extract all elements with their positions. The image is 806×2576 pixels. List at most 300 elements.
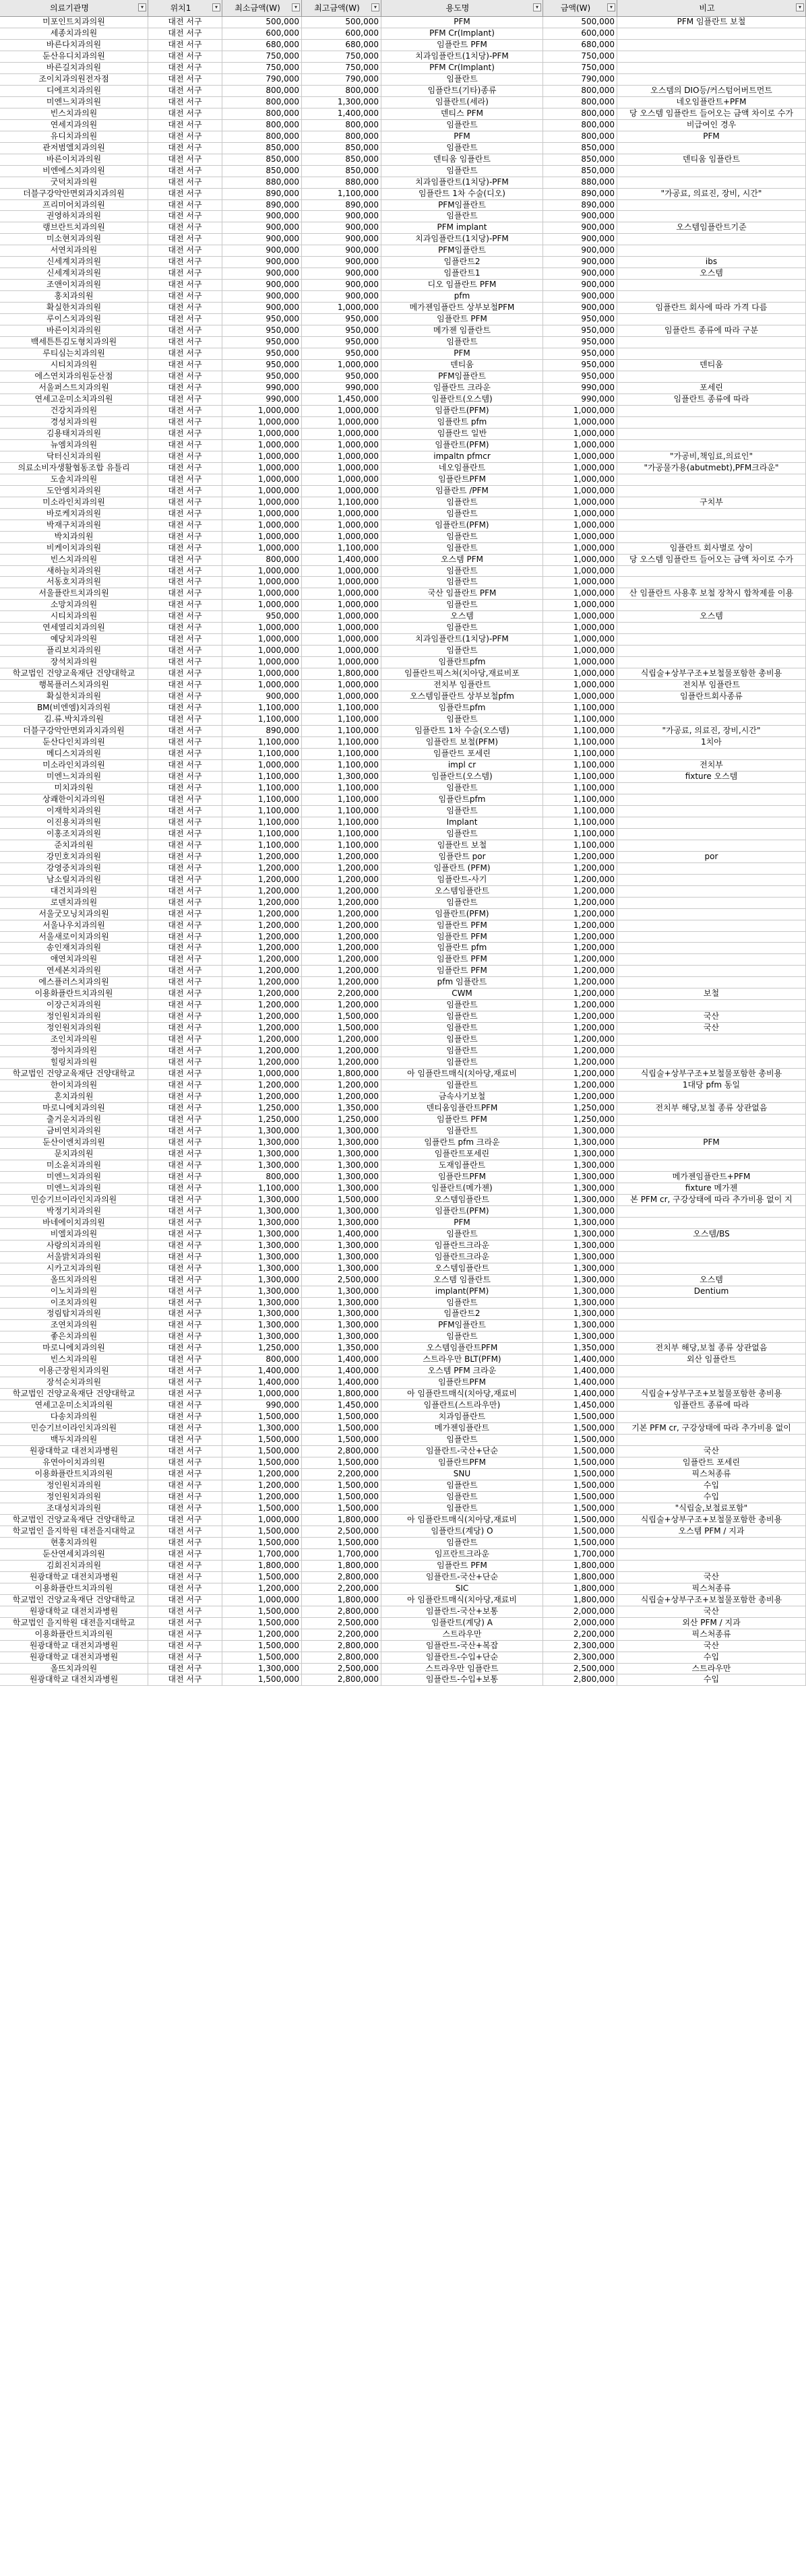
- table-cell[interactable]: 대전 서구: [148, 555, 222, 565]
- table-cell[interactable]: PFM임플란트: [381, 200, 543, 211]
- table-cell[interactable]: 임플란트: [381, 509, 543, 520]
- table-cell[interactable]: 루이스치과의원: [0, 314, 148, 325]
- table-cell[interactable]: 900,000: [222, 280, 302, 290]
- table-cell[interactable]: 1,000,000: [222, 1595, 302, 1606]
- table-cell[interactable]: 1,300,000: [302, 1263, 381, 1274]
- table-cell[interactable]: 1,100,000: [302, 189, 381, 199]
- table-cell[interactable]: 대전 서구: [148, 1069, 222, 1079]
- table-cell[interactable]: 대전 서구: [148, 680, 222, 691]
- table-cell[interactable]: 임플란트 PFM: [381, 966, 543, 976]
- table-cell[interactable]: 임플란트 크라운: [381, 383, 543, 394]
- table-cell[interactable]: 1,200,000: [302, 886, 381, 897]
- table-cell[interactable]: 890,000: [543, 200, 617, 211]
- table-cell[interactable]: 900,000: [222, 234, 302, 245]
- table-cell[interactable]: 대전 서구: [148, 1195, 222, 1205]
- table-cell[interactable]: 1,200,000: [222, 977, 302, 988]
- table-cell[interactable]: 1,200,000: [543, 1011, 617, 1022]
- dropdown-filter-icon[interactable]: ▾: [796, 3, 804, 11]
- table-cell[interactable]: 950,000: [222, 314, 302, 325]
- table-cell[interactable]: 아 임플란트매식(치아당,재료비: [381, 1515, 543, 1526]
- table-cell[interactable]: 950,000: [302, 314, 381, 325]
- table-cell[interactable]: 금속사기보철: [381, 1092, 543, 1102]
- table-cell[interactable]: 임플란트 PFM: [381, 40, 543, 51]
- table-cell[interactable]: 대전 서구: [148, 143, 222, 154]
- table-cell[interactable]: 1,200,000: [302, 1034, 381, 1045]
- table-cell[interactable]: 국산: [617, 1641, 806, 1652]
- table-cell[interactable]: 1,100,000: [302, 829, 381, 840]
- table-cell[interactable]: 2,300,000: [543, 1652, 617, 1663]
- table-cell[interactable]: 1,200,000: [222, 1034, 302, 1045]
- table-cell[interactable]: 2,000,000: [543, 1618, 617, 1629]
- table-cell[interactable]: 1,000,000: [222, 463, 302, 474]
- table-cell[interactable]: 새하늘치과의원: [0, 566, 148, 577]
- table-cell[interactable]: 임플란트: [381, 166, 543, 177]
- table-cell[interactable]: 1,000,000: [543, 657, 617, 668]
- table-cell[interactable]: 다송치과의원: [0, 1412, 148, 1422]
- table-cell[interactable]: 대전 서구: [148, 1252, 222, 1263]
- table-cell[interactable]: 식립술+상부구조+보철물포함한 총비용: [617, 668, 806, 679]
- table-cell[interactable]: 1,100,000: [302, 749, 381, 759]
- table-cell[interactable]: 스트라우만 BLT(PFM): [381, 1354, 543, 1365]
- table-cell[interactable]: 1,500,000: [222, 1503, 302, 1514]
- table-cell[interactable]: 아 임플란트매식(치아당,재료비: [381, 1595, 543, 1606]
- table-cell[interactable]: 1,100,000: [302, 806, 381, 817]
- table-cell[interactable]: 1,000,000: [543, 566, 617, 577]
- table-cell[interactable]: 대전 서구: [148, 86, 222, 96]
- table-cell[interactable]: 1,200,000: [222, 852, 302, 862]
- table-cell[interactable]: 500,000: [222, 17, 302, 28]
- table-cell[interactable]: 미엔느치과의원: [0, 1183, 148, 1194]
- table-cell[interactable]: 대전 서구: [148, 1674, 222, 1685]
- table-cell[interactable]: 임플란트(계당) O: [381, 1526, 543, 1537]
- table-cell[interactable]: 대전 서구: [148, 1343, 222, 1354]
- table-cell[interactable]: 경성치과의원: [0, 417, 148, 428]
- table-cell[interactable]: 대전 서구: [148, 497, 222, 508]
- table-cell[interactable]: 뉴엠치과의원: [0, 440, 148, 451]
- table-cell[interactable]: 950,000: [222, 371, 302, 382]
- table-cell[interactable]: 대전 서구: [148, 1172, 222, 1183]
- table-cell[interactable]: 1,000,000: [222, 417, 302, 428]
- table-cell[interactable]: 대전 서구: [148, 703, 222, 714]
- table-cell[interactable]: 전치부 임플란트: [617, 680, 806, 691]
- table-cell[interactable]: 1,000,000: [222, 429, 302, 439]
- table-cell[interactable]: 680,000: [543, 40, 617, 51]
- table-cell[interactable]: 1,700,000: [222, 1549, 302, 1560]
- table-cell[interactable]: 950,000: [543, 360, 617, 371]
- table-cell[interactable]: 대전 서구: [148, 852, 222, 862]
- table-cell[interactable]: 대전 서구: [148, 1492, 222, 1503]
- table-cell[interactable]: [617, 1331, 806, 1342]
- table-cell[interactable]: 1,000,000: [543, 588, 617, 599]
- table-cell[interactable]: 대건치과의원: [0, 886, 148, 897]
- table-cell[interactable]: 대전 서구: [148, 189, 222, 199]
- table-cell[interactable]: 아 임플란트매식(치아당,재료비: [381, 1069, 543, 1079]
- table-cell[interactable]: SNU: [381, 1469, 543, 1480]
- table-cell[interactable]: 1,300,000: [543, 1320, 617, 1331]
- table-cell[interactable]: 750,000: [302, 51, 381, 62]
- table-cell[interactable]: 송인재치과의원: [0, 943, 148, 953]
- table-cell[interactable]: 원광대학교 대전치과병원: [0, 1674, 148, 1685]
- table-cell[interactable]: 에스연치과의원둔산점: [0, 371, 148, 382]
- table-cell[interactable]: [617, 954, 806, 965]
- table-cell[interactable]: pfm 임플란트: [381, 977, 543, 988]
- table-cell[interactable]: 대전 서구: [148, 954, 222, 965]
- table-cell[interactable]: 1,200,000: [222, 988, 302, 999]
- table-cell[interactable]: 1,500,000: [302, 1538, 381, 1548]
- table-cell[interactable]: 수입: [617, 1674, 806, 1685]
- table-cell[interactable]: 임플란트(세라): [381, 97, 543, 108]
- table-cell[interactable]: 1,200,000: [543, 909, 617, 920]
- table-cell[interactable]: 임플란트(오스템): [381, 772, 543, 782]
- table-cell[interactable]: 비급여인 경우: [617, 120, 806, 131]
- table-cell[interactable]: 1,000,000: [222, 657, 302, 668]
- table-cell[interactable]: 1,300,000: [222, 1423, 302, 1434]
- table-cell[interactable]: 대전 서구: [148, 200, 222, 211]
- table-cell[interactable]: 950,000: [302, 371, 381, 382]
- table-cell[interactable]: 1,200,000: [543, 977, 617, 988]
- table-cell[interactable]: [617, 1000, 806, 1011]
- table-cell[interactable]: 대전 서구: [148, 291, 222, 302]
- table-cell[interactable]: 1,350,000: [302, 1343, 381, 1354]
- table-cell[interactable]: 본 PFM cr, 구강상태에 따라 추가비용 없이 지: [617, 1195, 806, 1205]
- table-cell[interactable]: 1,000,000: [222, 1069, 302, 1079]
- table-cell[interactable]: 850,000: [302, 143, 381, 154]
- table-cell[interactable]: 대전 서구: [148, 429, 222, 439]
- table-cell[interactable]: 1,000,000: [222, 760, 302, 771]
- table-cell[interactable]: 850,000: [302, 154, 381, 165]
- table-cell[interactable]: 1,200,000: [302, 932, 381, 943]
- table-cell[interactable]: 1,000,000: [302, 406, 381, 416]
- table-cell[interactable]: 1,000,000: [302, 463, 381, 474]
- table-cell[interactable]: 1,100,000: [302, 737, 381, 748]
- table-cell[interactable]: 900,000: [302, 222, 381, 233]
- table-cell[interactable]: 픽스처종류: [617, 1629, 806, 1640]
- table-cell[interactable]: 대전 서구: [148, 97, 222, 108]
- table-cell[interactable]: 950,000: [543, 348, 617, 359]
- table-cell[interactable]: 임플란트 PFM: [381, 1114, 543, 1125]
- table-cell[interactable]: [617, 1057, 806, 1068]
- table-cell[interactable]: 오스템임플란트: [381, 1195, 543, 1205]
- table-cell[interactable]: 대전 서구: [148, 1595, 222, 1606]
- table-cell[interactable]: 이재학치과의원: [0, 806, 148, 817]
- table-cell[interactable]: 1,200,000: [222, 1480, 302, 1491]
- table-cell[interactable]: 1,500,000: [222, 1618, 302, 1629]
- table-cell[interactable]: 대전 서구: [148, 1641, 222, 1652]
- table-cell[interactable]: 더블구강악안면외과치과의원: [0, 726, 148, 736]
- table-cell[interactable]: 790,000: [302, 74, 381, 85]
- table-cell[interactable]: 대전 서구: [148, 634, 222, 645]
- table-cell[interactable]: 임플란트 보철: [381, 840, 543, 851]
- table-cell[interactable]: 1,300,000: [222, 1149, 302, 1160]
- table-cell[interactable]: 1,000,000: [222, 486, 302, 497]
- table-cell[interactable]: 880,000: [222, 177, 302, 188]
- table-cell[interactable]: 임플란트 회사에 따라 가격 다름: [617, 303, 806, 313]
- table-cell[interactable]: 산 임플란트 사용후 보철 장착시 합착제를 이용: [617, 588, 806, 599]
- table-cell[interactable]: 대전 서구: [148, 1114, 222, 1125]
- table-cell[interactable]: 오스템 PFM: [381, 555, 543, 565]
- table-cell[interactable]: 1,300,000: [302, 1331, 381, 1342]
- table-cell[interactable]: 800,000: [302, 120, 381, 131]
- table-cell[interactable]: 900,000: [222, 211, 302, 222]
- table-cell[interactable]: [617, 600, 806, 610]
- table-cell[interactable]: 890,000: [222, 189, 302, 199]
- table-cell[interactable]: 대전 서구: [148, 1080, 222, 1091]
- table-cell[interactable]: 오스템/BS: [617, 1229, 806, 1240]
- table-cell[interactable]: 임플란트: [381, 1492, 543, 1503]
- table-cell[interactable]: 대전 서구: [148, 1160, 222, 1171]
- table-cell[interactable]: 정인원치과의원: [0, 1011, 148, 1022]
- table-cell[interactable]: 랭브란트치과의원: [0, 222, 148, 233]
- table-cell[interactable]: 임플란트 PFM: [381, 1561, 543, 1571]
- table-cell[interactable]: 900,000: [543, 245, 617, 256]
- table-cell[interactable]: 800,000: [222, 120, 302, 131]
- table-cell[interactable]: [617, 749, 806, 759]
- table-cell[interactable]: [617, 1126, 806, 1137]
- table-cell[interactable]: 1,100,000: [222, 714, 302, 725]
- table-cell[interactable]: 오스템: [617, 268, 806, 279]
- table-cell[interactable]: 임플란트(PFM): [381, 520, 543, 531]
- table-cell[interactable]: 1,300,000: [302, 1149, 381, 1160]
- table-cell[interactable]: [617, 51, 806, 62]
- table-cell[interactable]: 1,450,000: [302, 394, 381, 405]
- table-cell[interactable]: 1,000,000: [222, 451, 302, 462]
- table-cell[interactable]: 대전 서구: [148, 17, 222, 28]
- table-cell[interactable]: 바른길치과의원: [0, 63, 148, 73]
- table-cell[interactable]: 1,400,000: [302, 1229, 381, 1240]
- table-cell[interactable]: 원광대학교 대전치과병원: [0, 1572, 148, 1583]
- table-cell[interactable]: 1,300,000: [222, 1206, 302, 1217]
- table-cell[interactable]: 1,200,000: [543, 1092, 617, 1102]
- table-cell[interactable]: 950,000: [222, 325, 302, 336]
- table-cell[interactable]: 혼치과의원: [0, 1092, 148, 1102]
- table-cell[interactable]: 임플란트: [381, 1080, 543, 1091]
- table-cell[interactable]: 1,400,000: [543, 1354, 617, 1365]
- table-cell[interactable]: [617, 291, 806, 302]
- table-cell[interactable]: 디에프치과의원: [0, 86, 148, 96]
- table-cell[interactable]: 국산: [617, 1023, 806, 1034]
- table-cell[interactable]: 김용태치과의원: [0, 429, 148, 439]
- table-cell[interactable]: 대전 서구: [148, 360, 222, 371]
- table-cell[interactable]: 대전 서구: [148, 486, 222, 497]
- table-cell[interactable]: 김회진치과의원: [0, 1561, 148, 1571]
- table-cell[interactable]: 950,000: [222, 360, 302, 371]
- table-cell[interactable]: 대전 서구: [148, 257, 222, 268]
- table-cell[interactable]: 이진용치과의원: [0, 817, 148, 828]
- table-cell[interactable]: 학교법인 건양교육재단 건양대학교: [0, 1515, 148, 1526]
- table-cell[interactable]: 1,500,000: [222, 1526, 302, 1537]
- table-cell[interactable]: 1,000,000: [543, 680, 617, 691]
- table-cell[interactable]: 임플란트(PFM): [381, 1206, 543, 1217]
- table-cell[interactable]: 대전 서구: [148, 509, 222, 520]
- table-cell[interactable]: 1,000,000: [543, 520, 617, 531]
- table-cell[interactable]: 좋은치과의원: [0, 1331, 148, 1342]
- table-cell[interactable]: 미소라인치과의원: [0, 760, 148, 771]
- table-cell[interactable]: implant(PFM): [381, 1286, 543, 1297]
- table-cell[interactable]: 대전 서구: [148, 1652, 222, 1663]
- table-cell[interactable]: 연세본치과의원: [0, 966, 148, 976]
- table-cell[interactable]: 900,000: [302, 245, 381, 256]
- table-cell[interactable]: 대전 서구: [148, 1092, 222, 1102]
- table-cell[interactable]: 1,500,000: [302, 1435, 381, 1445]
- table-cell[interactable]: 임플란트픽스쳐(치아당,재료비포: [381, 668, 543, 679]
- table-cell[interactable]: 1,100,000: [543, 829, 617, 840]
- table-cell[interactable]: 바로케치과의원: [0, 509, 148, 520]
- table-cell[interactable]: 치과임플란트(1치당)-PFM: [381, 634, 543, 645]
- table-cell[interactable]: [617, 1377, 806, 1388]
- table-cell[interactable]: 1,500,000: [543, 1492, 617, 1503]
- table-cell[interactable]: 1,200,000: [543, 954, 617, 965]
- table-cell[interactable]: 임플란트 1차 수술(디오): [381, 189, 543, 199]
- table-cell[interactable]: 메디스치과의원: [0, 749, 148, 759]
- table-cell[interactable]: PFM Cr(Implant): [381, 63, 543, 73]
- table-cell[interactable]: 800,000: [222, 1172, 302, 1183]
- table-cell[interactable]: 1,100,000: [302, 760, 381, 771]
- table-cell[interactable]: 1,000,000: [543, 509, 617, 520]
- table-cell[interactable]: 출거운치과의원: [0, 1114, 148, 1125]
- table-cell[interactable]: 1,300,000: [302, 1160, 381, 1171]
- table-cell[interactable]: [617, 1412, 806, 1422]
- table-cell[interactable]: [617, 509, 806, 520]
- table-cell[interactable]: 2,000,000: [543, 1606, 617, 1617]
- table-cell[interactable]: 1,200,000: [222, 1583, 302, 1594]
- table-cell[interactable]: 임플란트: [381, 898, 543, 908]
- table-cell[interactable]: 이조치과의원: [0, 1298, 148, 1309]
- table-cell[interactable]: 1,700,000: [302, 1549, 381, 1560]
- table-cell[interactable]: 미소현치과의원: [0, 234, 148, 245]
- table-cell[interactable]: 외산 PFM / 지과: [617, 1618, 806, 1629]
- table-cell[interactable]: 수입: [617, 1480, 806, 1491]
- table-cell[interactable]: 이용화플란트치과의원: [0, 1629, 148, 1640]
- table-cell[interactable]: 1,000,000: [222, 668, 302, 679]
- table-cell[interactable]: 임플란트(스트라우만): [381, 1400, 543, 1411]
- table-cell[interactable]: 둔산이엔치과의원: [0, 1137, 148, 1148]
- table-cell[interactable]: [617, 474, 806, 485]
- table-cell[interactable]: 900,000: [302, 291, 381, 302]
- table-cell[interactable]: 2,800,000: [543, 1674, 617, 1685]
- table-cell[interactable]: 대전 서구: [148, 760, 222, 771]
- table-cell[interactable]: 1,800,000: [302, 1561, 381, 1571]
- table-cell[interactable]: 950,000: [302, 325, 381, 336]
- table-cell[interactable]: 1,200,000: [302, 966, 381, 976]
- table-cell[interactable]: 대전 서구: [148, 1457, 222, 1468]
- table-cell[interactable]: 이용화플란트치과의원: [0, 1469, 148, 1480]
- table-cell[interactable]: 임플란트-국산+보통: [381, 1606, 543, 1617]
- table-cell[interactable]: 대전 서구: [148, 623, 222, 633]
- table-cell[interactable]: 로덴치과의원: [0, 898, 148, 908]
- table-cell[interactable]: 김.류.박치과의원: [0, 714, 148, 725]
- table-cell[interactable]: [617, 1435, 806, 1445]
- table-cell[interactable]: 대전 서구: [148, 691, 222, 702]
- table-cell[interactable]: 1,500,000: [543, 1412, 617, 1422]
- table-cell[interactable]: 1,000,000: [543, 611, 617, 622]
- table-cell[interactable]: 1,000,000: [543, 429, 617, 439]
- table-cell[interactable]: 치과임플란트(1치당)-PFM: [381, 177, 543, 188]
- table-cell[interactable]: 이용근장원치과의원: [0, 1366, 148, 1377]
- table-cell[interactable]: 임플란트: [381, 1480, 543, 1491]
- table-cell[interactable]: 1,250,000: [222, 1103, 302, 1114]
- table-cell[interactable]: 서울굿모닝치과의원: [0, 909, 148, 920]
- table-cell[interactable]: 올뜨치과의원: [0, 1664, 148, 1674]
- table-cell[interactable]: 1,200,000: [222, 1011, 302, 1022]
- table-cell[interactable]: 오스템임플란트: [381, 1263, 543, 1274]
- table-cell[interactable]: 임플란트2: [381, 257, 543, 268]
- table-cell[interactable]: 1,500,000: [543, 1423, 617, 1434]
- table-cell[interactable]: 2,800,000: [302, 1641, 381, 1652]
- table-cell[interactable]: 대전 서구: [148, 177, 222, 188]
- table-cell[interactable]: 1,300,000: [222, 1309, 302, 1319]
- table-cell[interactable]: 790,000: [222, 74, 302, 85]
- table-cell[interactable]: PFM implant: [381, 222, 543, 233]
- table-cell[interactable]: 900,000: [222, 268, 302, 279]
- table-cell[interactable]: 1,300,000: [543, 1149, 617, 1160]
- table-cell[interactable]: 연세고운미소치과의원: [0, 1400, 148, 1411]
- table-cell[interactable]: 임플란트: [381, 1126, 543, 1137]
- table-cell[interactable]: 1,200,000: [543, 920, 617, 931]
- table-cell[interactable]: 1,200,000: [302, 943, 381, 953]
- table-cell[interactable]: 1,300,000: [543, 1126, 617, 1137]
- table-cell[interactable]: 1,300,000: [222, 1275, 302, 1286]
- table-cell[interactable]: 1,100,000: [302, 726, 381, 736]
- table-cell[interactable]: 1,200,000: [543, 1023, 617, 1034]
- table-cell[interactable]: 1,300,000: [302, 97, 381, 108]
- table-cell[interactable]: 대전 서구: [148, 1183, 222, 1194]
- table-cell[interactable]: 대전 서구: [148, 600, 222, 610]
- table-cell[interactable]: [617, 817, 806, 828]
- table-cell[interactable]: 대전 서구: [148, 806, 222, 817]
- table-cell[interactable]: 1,200,000: [222, 886, 302, 897]
- table-cell[interactable]: [617, 909, 806, 920]
- table-cell[interactable]: 오스템: [617, 611, 806, 622]
- table-cell[interactable]: [617, 63, 806, 73]
- table-cell[interactable]: 1,200,000: [302, 909, 381, 920]
- table-cell[interactable]: 900,000: [302, 211, 381, 222]
- table-cell[interactable]: 900,000: [222, 222, 302, 233]
- table-cell[interactable]: PFM: [617, 131, 806, 142]
- table-cell[interactable]: 1,100,000: [543, 783, 617, 794]
- table-cell[interactable]: 이용화플란트치과의원: [0, 988, 148, 999]
- table-cell[interactable]: 홍치과의원: [0, 291, 148, 302]
- table-cell[interactable]: 대전 서구: [148, 131, 222, 142]
- table-cell[interactable]: 남소릴치과의원: [0, 875, 148, 885]
- table-cell[interactable]: 픽스처종류: [617, 1469, 806, 1480]
- table-cell[interactable]: [617, 577, 806, 588]
- table-cell[interactable]: 1,300,000: [302, 1172, 381, 1183]
- table-cell[interactable]: 1,400,000: [222, 1366, 302, 1377]
- table-cell[interactable]: PFM 임플란트 보철: [617, 17, 806, 28]
- table-cell[interactable]: 1,200,000: [222, 898, 302, 908]
- table-cell[interactable]: 1,000,000: [222, 532, 302, 542]
- table-cell[interactable]: 학교법인 을지학원 대전을지대학교: [0, 1618, 148, 1629]
- table-cell[interactable]: 힐링치과의원: [0, 1057, 148, 1068]
- table-cell[interactable]: 대전 서구: [148, 51, 222, 62]
- table-cell[interactable]: 1,000,000: [222, 600, 302, 610]
- table-cell[interactable]: 유연아이치과의원: [0, 1457, 148, 1468]
- table-cell[interactable]: 1,200,000: [222, 1629, 302, 1640]
- table-cell[interactable]: [617, 520, 806, 531]
- table-cell[interactable]: 서울새로이치과의원: [0, 932, 148, 943]
- table-cell[interactable]: 1,400,000: [302, 555, 381, 565]
- table-cell[interactable]: 900,000: [222, 691, 302, 702]
- table-cell[interactable]: 현홍치과의원: [0, 1538, 148, 1548]
- table-cell[interactable]: 1,200,000: [302, 954, 381, 965]
- table-cell[interactable]: 대전 서구: [148, 348, 222, 359]
- table-cell[interactable]: 800,000: [222, 1354, 302, 1365]
- table-cell[interactable]: 임플란트: [381, 1023, 543, 1034]
- table-cell[interactable]: 대전 서구: [148, 166, 222, 177]
- table-cell[interactable]: 2,800,000: [302, 1606, 381, 1617]
- table-cell[interactable]: 대전 서구: [148, 1046, 222, 1057]
- table-cell[interactable]: 원광대학교 대전치과병원: [0, 1652, 148, 1663]
